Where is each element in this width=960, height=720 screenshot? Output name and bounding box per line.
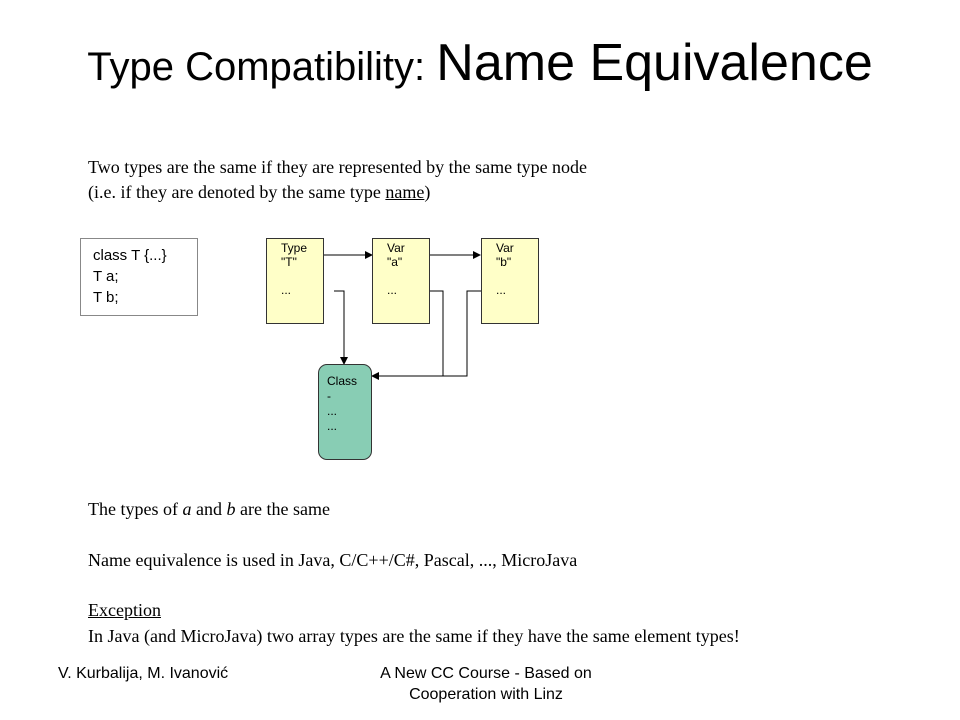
intro-line-2-post: )	[424, 182, 431, 202]
class-node-dash: -	[327, 389, 331, 403]
var-b-italic: b	[226, 499, 236, 519]
body-line-1-pre: The types of	[88, 499, 183, 519]
title-part1: Type Compatibility:	[87, 45, 437, 89]
class-node-dots-1: ...	[327, 404, 338, 418]
intro-name-underlined: name	[385, 182, 425, 202]
class-node	[318, 364, 372, 460]
footer-course-line-2: Cooperation with Linz	[409, 686, 563, 703]
var-a-dots: ...	[387, 283, 398, 297]
code-line-2: T a;	[93, 268, 119, 285]
exception-label: Exception	[88, 600, 161, 620]
var-a-kind: Var	[387, 241, 405, 255]
intro-line-1: Two types are the same if they are represented by the same type node	[88, 157, 588, 177]
body-line-1-mid: and	[191, 499, 227, 519]
type-node-name: "T"	[281, 255, 297, 269]
intro-line-2-pre: (i.e. if they are denoted by the same type	[88, 182, 386, 202]
footer-course	[346, 663, 626, 705]
code-line-1: class T {...}	[93, 247, 167, 264]
type-node-dots: ...	[281, 283, 292, 297]
var-a-name: "a"	[387, 255, 403, 269]
class-node-dots-2: ...	[327, 419, 338, 433]
code-line-3: T b;	[93, 289, 119, 306]
footer-course-line-1: A New CC Course - Based on	[380, 665, 592, 682]
var-node-a	[372, 238, 430, 324]
title-part2: Name Equivalence	[436, 34, 873, 92]
var-node-b	[481, 238, 539, 324]
arrow-type-to-class	[334, 291, 344, 364]
footer-authors: V. Kurbalija, M. Ivanović	[58, 665, 229, 682]
body-line-1-post: are the same	[235, 499, 330, 519]
exception-text: In Java (and MicroJava) two array types are the same if they have the same element types!	[88, 626, 740, 646]
var-b-name: "b"	[496, 255, 512, 269]
var-b-dots: ...	[496, 283, 507, 297]
var-a-italic: a	[182, 499, 192, 519]
type-node-kind: Type	[281, 241, 308, 255]
body-line-1	[88, 497, 330, 521]
type-node-T	[266, 238, 324, 324]
body-line-2: Name equivalence is used in Java, C/C++/C#, Pascal, ..., MicroJava	[88, 550, 578, 570]
var-b-kind: Var	[496, 241, 514, 255]
class-node-kind: Class	[327, 374, 358, 388]
